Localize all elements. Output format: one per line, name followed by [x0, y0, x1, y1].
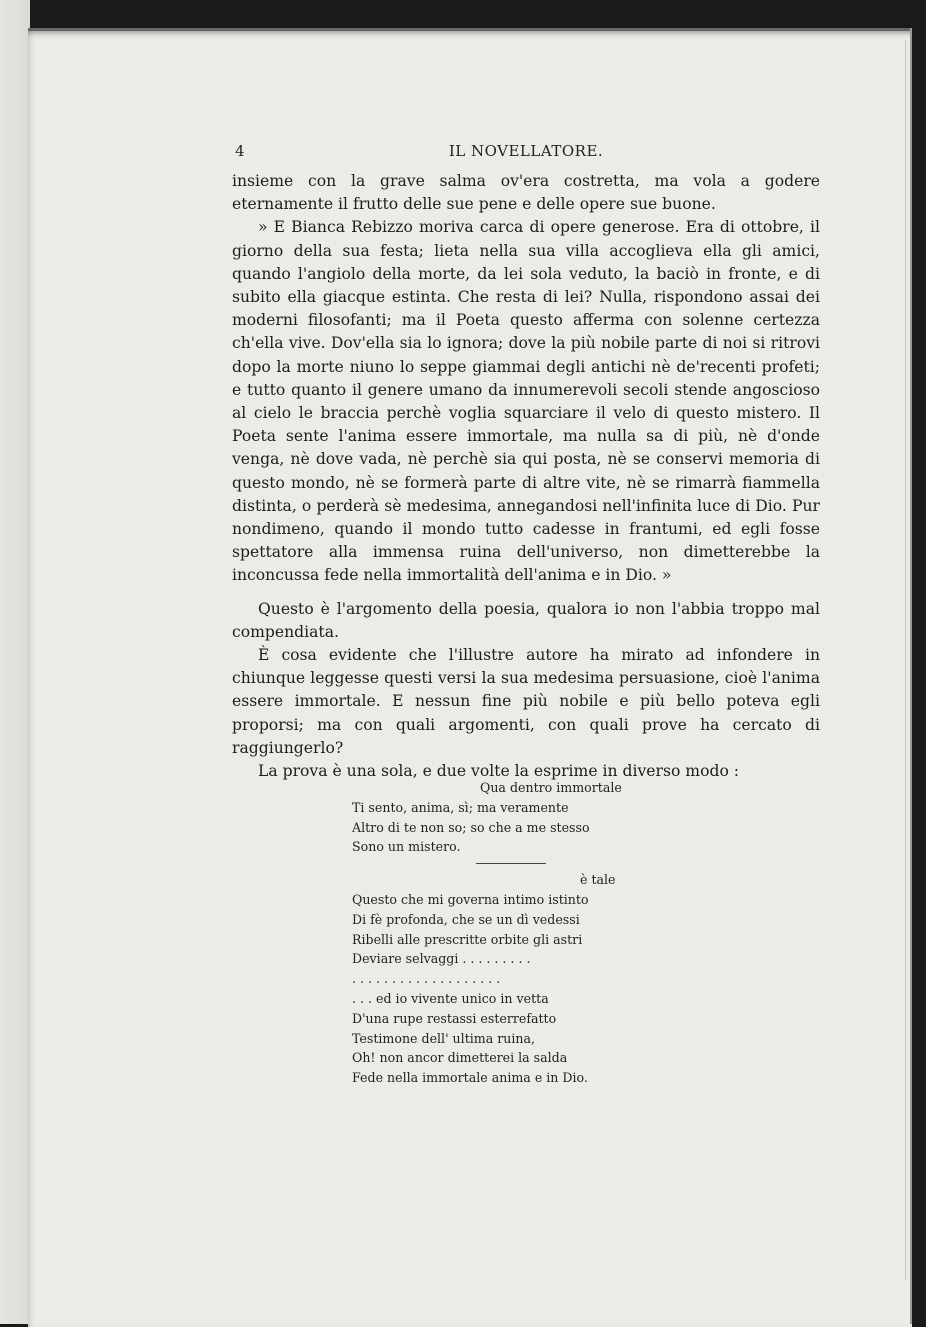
running-title: IL NOVELLATORE. — [448, 142, 604, 160]
poem-line: Ribelli alle prescritte orbite gli astri — [352, 931, 583, 947]
body-text — [232, 170, 820, 783]
poem-line: è tale — [580, 872, 616, 888]
poem-line: Ti sento, anima, sì; ma veramente — [352, 799, 569, 815]
poem-line: Altro di te non so; so che a me stesso — [352, 819, 590, 835]
scan-background-left — [0, 0, 30, 1324]
poem-line: Testimone dell' ultima ruina, — [352, 1030, 536, 1046]
poem-line: D'una rupe restassi esterrefatto — [352, 1010, 557, 1026]
page-edge-line-inner — [905, 40, 906, 1280]
poem-line: Fede nella immortale anima e in Dio. — [352, 1070, 588, 1086]
page-edge-line — [910, 28, 912, 1324]
poem-line: . . . . . . . . . . . . . . . . . . . — [352, 971, 501, 987]
poem-line: Qua dentro immortale — [480, 780, 622, 795]
poem-quotation — [352, 778, 652, 1088]
paragraph: Questo è l'argomento della poesia, qualora io non l'abbia troppo mal compendiata. — [232, 599, 820, 641]
poem-line: Questo che mi governa intimo istinto — [352, 891, 589, 907]
poem-line: Oh! non ancor dimetterei la salda — [352, 1050, 568, 1066]
poem-line: Deviare selvaggi . . . . . . . . . — [352, 951, 531, 967]
paragraph: La prova è una sola, e due volte la esprime in diverso modo : — [258, 762, 740, 781]
page-header — [232, 142, 820, 166]
poem-line: Sono un mistero. — [352, 839, 461, 855]
paragraph: » E Bianca Rebizzo moriva carca di opere generose. Era di ottobre, il giorno della sua festa; lieta nella sua villa accoglieva ella gli amici, quando l'angiolo della morte, da lei sola veduto, la baciò in fronte, e di subito ella giacque estinta. Che resta di lei? Nulla, rispondono assai dei moderni filosofanti; ma il Poeta questo afferma con solenne certezza ch'ella vive. Dov'ella sia lo ignora; dove la più nobile parte di noi si ritrovi dopo la morte niuno lo seppe giammai degli antichi nè de'recenti profeti; e tutto quanto il genere umano da innumerevoli secoli stende angoscioso al cielo le braccia perchè voglia squarciare il velo di questo mistero. Il Poeta sente l'anima essere immortale, ma nulla sa di più, nè d'onde venga, nè dove vada, nè perchè sia qui posta, nè se conservi memoria di questo mondo, nè se formerà parte di altre vite, nè se rimarrà fiammella distinta, o perderà sè medesima, annegandosi nell'infinita luce di Dio. Pur nondimeno, quando il mondo tutto cadesse in frantumi, ed egli fosse spettatore alla immensa ruina dell'universo, non dimetterebbe la inconcussa fede nella immortalità dell'anima e in Dio. » — [232, 218, 820, 585]
poem-divider — [476, 863, 546, 864]
poem-line: Di fè profonda, che se un dì vedessi — [352, 911, 580, 927]
poem-line: . . . ed io vivente unico in vetta — [352, 990, 549, 1006]
paragraph: È cosa evidente che l'illustre autore ha mirato ad infondere in chiunque leggesse questi versi la sua medesima persuasione, cioè l'anima essere immortale. E nessun fine più nobile e più bello poteva egli proporsi; ma con quali argomenti, con quali prove ha cercato di raggiungerlo? — [232, 646, 820, 757]
page-number: 4 — [235, 142, 245, 160]
paragraph: insieme con la grave salma ov'era costretta, ma vola a godere eternamente il frutto delle sue pene e delle opere sue buone. — [232, 172, 820, 214]
